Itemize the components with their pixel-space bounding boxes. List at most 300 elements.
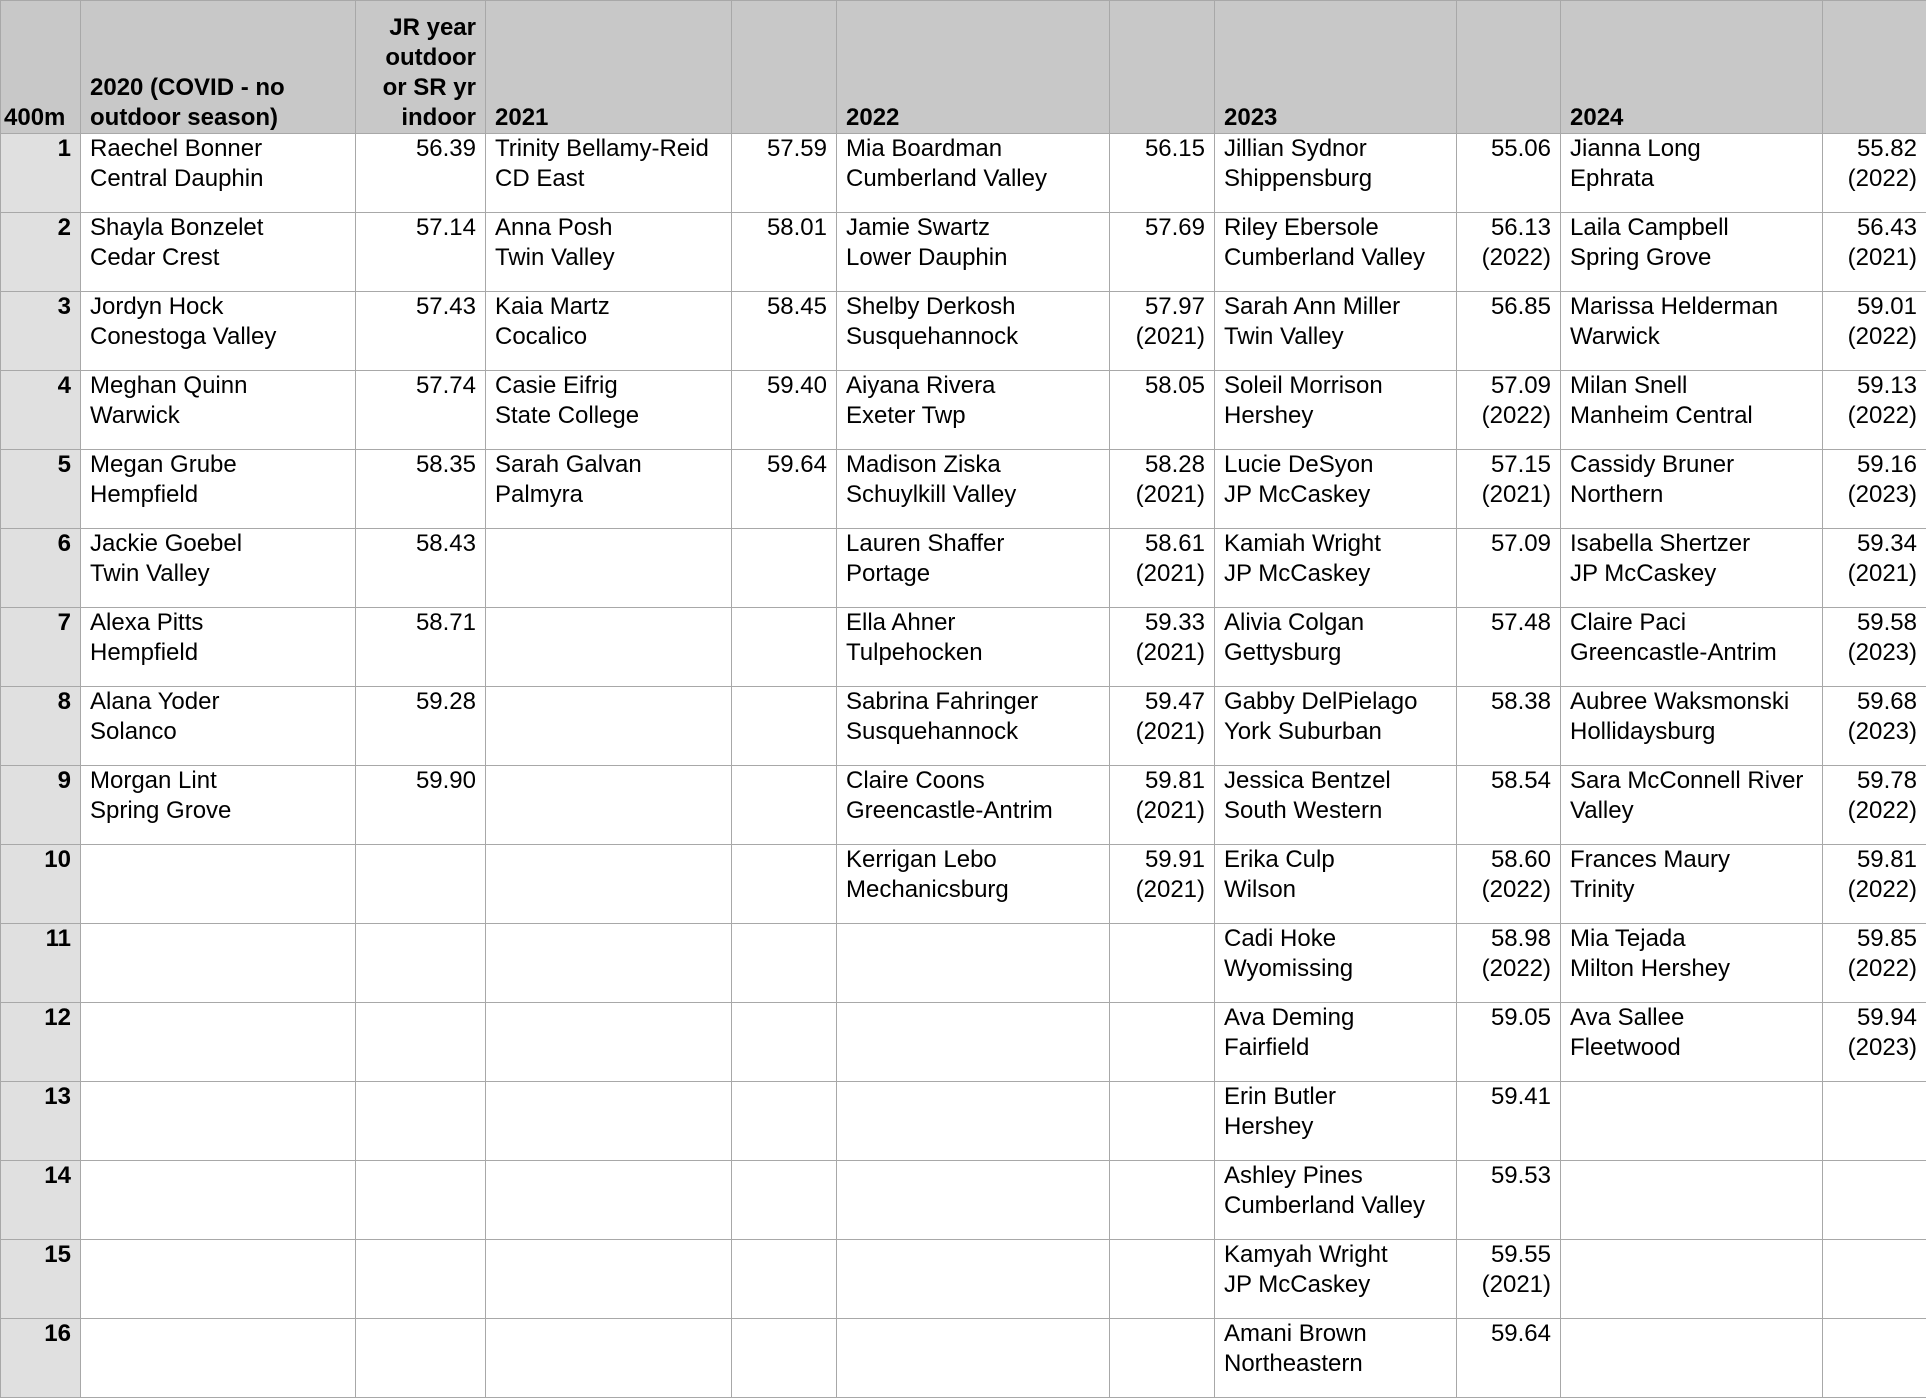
time-cell-2022[interactable] <box>1110 845 1215 924</box>
time-cell-2023[interactable] <box>1457 924 1561 1003</box>
athlete-name: Claire Paci <box>1570 609 1687 636</box>
athlete-cell-2023[interactable] <box>1215 450 1457 529</box>
time-cell-2021[interactable] <box>732 845 837 924</box>
athlete-school: State College <box>495 402 640 429</box>
athlete-school: Valley <box>1570 797 1634 824</box>
athlete-cell-2024[interactable] <box>1561 1003 1823 1082</box>
athlete-cell-2022[interactable] <box>837 213 1110 292</box>
athlete-name: Cadi Hoke <box>1224 925 1337 952</box>
athlete-cell-2020[interactable] <box>81 687 356 766</box>
athlete-cell-2021[interactable] <box>486 1240 732 1319</box>
time-cell-2024[interactable] <box>1823 766 1926 845</box>
time-cell-2023[interactable] <box>1457 292 1561 371</box>
time-cell-2022[interactable] <box>1110 213 1215 292</box>
athlete-cell-2024[interactable] <box>1561 371 1823 450</box>
athlete-cell-2022[interactable] <box>837 687 1110 766</box>
athlete-school: Schuylkill Valley <box>846 481 1017 508</box>
athlete-name: Amani Brown <box>1224 1320 1367 1347</box>
athlete-year: (2021) <box>1135 718 1205 745</box>
athlete-name: Aubree Waksmonski <box>1570 688 1790 715</box>
time-cell-2023[interactable] <box>1457 371 1561 450</box>
time-cell-2023[interactable] <box>1457 1082 1561 1161</box>
athlete-time: 59.05 <box>1490 1004 1551 1031</box>
athlete-cell-2024[interactable] <box>1561 529 1823 608</box>
athlete-cell-2022[interactable] <box>837 134 1110 213</box>
time-cell-2020[interactable] <box>356 1319 486 1398</box>
time-cell-2024[interactable] <box>1823 213 1926 292</box>
athlete-cell-2022[interactable] <box>837 292 1110 371</box>
time-cell-2020[interactable] <box>356 1003 486 1082</box>
athlete-time: 59.68 <box>1856 688 1917 715</box>
athlete-cell-2023[interactable] <box>1215 213 1457 292</box>
header-2022-time[interactable] <box>1110 1 1215 134</box>
athlete-school: Greencastle-Antrim <box>846 797 1053 824</box>
rank-cell[interactable]: 9 <box>1 766 81 845</box>
time-cell-2022[interactable] <box>1110 924 1215 1003</box>
time-cell-2023[interactable] <box>1457 1240 1561 1319</box>
athlete-cell-2021[interactable] <box>486 450 732 529</box>
time-cell-2024[interactable] <box>1823 1003 1926 1082</box>
athlete-name: Cassidy Bruner <box>1570 451 1735 478</box>
athlete-name: Milan Snell <box>1570 372 1688 399</box>
athlete-cell-2021[interactable] <box>486 1082 732 1161</box>
time-cell-2024[interactable] <box>1823 1161 1926 1240</box>
athlete-school: Warwick <box>90 402 180 429</box>
time-cell-2024[interactable] <box>1823 450 1926 529</box>
rank-cell[interactable]: 3 <box>1 292 81 371</box>
athlete-name: Lucie DeSyon <box>1224 451 1374 478</box>
athlete-time: 59.91 <box>1144 846 1205 873</box>
rank-cell[interactable]: 10 <box>1 845 81 924</box>
athlete-cell-2023[interactable] <box>1215 134 1457 213</box>
athlete-name: Mia Tejada <box>1570 925 1686 952</box>
rank-cell[interactable]: 2 <box>1 213 81 292</box>
time-cell-2022[interactable] <box>1110 1003 1215 1082</box>
time-cell-2022[interactable] <box>1110 1161 1215 1240</box>
time-cell-2023[interactable] <box>1457 1003 1561 1082</box>
athlete-cell-2024[interactable] <box>1561 1319 1823 1398</box>
athlete-cell-2024[interactable] <box>1561 134 1823 213</box>
table-body <box>1 134 1926 1398</box>
athlete-cell-2023[interactable] <box>1215 292 1457 371</box>
athlete-school: York Suburban <box>1224 718 1382 745</box>
athlete-cell-2021[interactable] <box>486 529 732 608</box>
athlete-cell-2024[interactable] <box>1561 1082 1823 1161</box>
time-cell-2023[interactable] <box>1457 608 1561 687</box>
athlete-school: JP McCaskey <box>1570 560 1717 587</box>
time-cell-2021[interactable] <box>732 1003 837 1082</box>
athlete-cell-2020[interactable] <box>81 371 356 450</box>
header-2021-time[interactable] <box>732 1 837 134</box>
athlete-cell-2024[interactable] <box>1561 924 1823 1003</box>
time-cell-2020[interactable] <box>356 134 486 213</box>
rank-cell[interactable]: 11 <box>1 924 81 1003</box>
time-cell-2021[interactable] <box>732 292 837 371</box>
athlete-year: (2022) <box>1481 955 1551 982</box>
athlete-cell-2020[interactable] <box>81 1082 356 1161</box>
athlete-cell-2020[interactable] <box>81 213 356 292</box>
time-cell-2022[interactable] <box>1110 687 1215 766</box>
time-cell-2024[interactable] <box>1823 1319 1926 1398</box>
athlete-name: Ashley Pines <box>1224 1162 1363 1189</box>
athlete-year: (2022) <box>1481 402 1551 429</box>
header-2023[interactable]: 2023 <box>1215 1 1457 134</box>
header-2024-time[interactable] <box>1823 1 1926 134</box>
time-cell-2023[interactable] <box>1457 1319 1561 1398</box>
time-cell-2020[interactable] <box>356 1082 486 1161</box>
table-row <box>1 1240 1926 1319</box>
header-2020-time[interactable]: JR year outdoor or SR yr indoor <box>356 1 486 134</box>
athlete-school: Hollidaysburg <box>1570 718 1716 745</box>
athlete-name: Claire Coons <box>846 767 985 794</box>
time-cell-2021[interactable] <box>732 1161 837 1240</box>
athlete-school: JP McCaskey <box>1224 481 1371 508</box>
athlete-cell-2021[interactable] <box>486 134 732 213</box>
time-cell-2020[interactable] <box>356 608 486 687</box>
athlete-cell-2022[interactable] <box>837 371 1110 450</box>
athlete-cell-2023[interactable] <box>1215 1003 1457 1082</box>
time-cell-2021[interactable] <box>732 608 837 687</box>
time-cell-2022[interactable] <box>1110 529 1215 608</box>
time-cell-2023[interactable] <box>1457 687 1561 766</box>
athlete-name: Raechel Bonner <box>90 135 263 162</box>
athlete-cell-2020[interactable] <box>81 845 356 924</box>
athlete-time: 59.16 <box>1856 451 1917 478</box>
rank-cell[interactable]: 14 <box>1 1161 81 1240</box>
table-row <box>1 1003 1926 1082</box>
athlete-name: Soleil Morrison <box>1224 372 1383 399</box>
time-cell-2021[interactable] <box>732 1240 837 1319</box>
athlete-name: Erika Culp <box>1224 846 1335 873</box>
athlete-cell-2020[interactable] <box>81 1161 356 1240</box>
athlete-time: 57.15 <box>1490 451 1551 478</box>
athlete-cell-2022[interactable] <box>837 608 1110 687</box>
athlete-cell-2021[interactable] <box>486 292 732 371</box>
athlete-school: Twin Valley <box>495 244 615 271</box>
header-row <box>1 1 1926 134</box>
athlete-time: 58.60 <box>1490 846 1551 873</box>
athlete-cell-2024[interactable] <box>1561 687 1823 766</box>
time-cell-2020[interactable] <box>356 1161 486 1240</box>
time-cell-2022[interactable] <box>1110 1082 1215 1161</box>
athlete-cell-2023[interactable] <box>1215 371 1457 450</box>
athlete-school: Twin Valley <box>1224 323 1344 350</box>
athlete-cell-2021[interactable] <box>486 766 732 845</box>
athlete-time: 56.13 <box>1490 214 1551 241</box>
athlete-cell-2020[interactable] <box>81 924 356 1003</box>
athlete-cell-2024[interactable] <box>1561 450 1823 529</box>
table-row <box>1 1082 1926 1161</box>
athlete-school: Wilson <box>1224 876 1297 903</box>
time-cell-2023[interactable] <box>1457 766 1561 845</box>
rank-cell[interactable]: 13 <box>1 1082 81 1161</box>
athlete-cell-2020[interactable] <box>81 1003 356 1082</box>
table-row <box>1 529 1926 608</box>
athlete-time: 59.13 <box>1856 372 1917 399</box>
athlete-cell-2023[interactable] <box>1215 1161 1457 1240</box>
athlete-cell-2023[interactable] <box>1215 1082 1457 1161</box>
athlete-year: (2022) <box>1847 323 1917 350</box>
athlete-school: Warwick <box>1570 323 1660 350</box>
time-cell-2022[interactable] <box>1110 371 1215 450</box>
athlete-school: Manheim Central <box>1570 402 1753 429</box>
time-cell-2024[interactable] <box>1823 134 1926 213</box>
athlete-cell-2020[interactable] <box>81 134 356 213</box>
time-cell-2020[interactable] <box>356 292 486 371</box>
time-cell-2022[interactable] <box>1110 292 1215 371</box>
athlete-school: South Western <box>1224 797 1383 824</box>
athlete-year: (2022) <box>1847 165 1917 192</box>
athlete-school: Fairfield <box>1224 1034 1310 1061</box>
athlete-cell-2022[interactable] <box>837 529 1110 608</box>
athlete-cell-2021[interactable] <box>486 845 732 924</box>
athlete-time: 56.85 <box>1490 293 1551 320</box>
time-cell-2020[interactable] <box>356 924 486 1003</box>
athlete-time: 58.38 <box>1490 688 1551 715</box>
time-cell-2021[interactable] <box>732 766 837 845</box>
athlete-cell-2023[interactable] <box>1215 1319 1457 1398</box>
athlete-cell-2023[interactable] <box>1215 1240 1457 1319</box>
athlete-school: Trinity <box>1570 876 1635 903</box>
athlete-time: 59.01 <box>1856 293 1917 320</box>
athlete-name: Ella Ahner <box>846 609 956 636</box>
athlete-cell-2022[interactable] <box>837 1082 1110 1161</box>
time-cell-2024[interactable] <box>1823 1240 1926 1319</box>
athlete-school: Hempfield <box>90 481 199 508</box>
athlete-cell-2023[interactable] <box>1215 766 1457 845</box>
athlete-name: Ava Sallee <box>1570 1004 1685 1031</box>
athlete-cell-2020[interactable] <box>81 450 356 529</box>
athlete-time: 59.94 <box>1856 1004 1917 1031</box>
athlete-cell-2023[interactable] <box>1215 845 1457 924</box>
athlete-time: 58.01 <box>766 214 827 241</box>
athlete-cell-2020[interactable] <box>81 608 356 687</box>
athlete-time: 58.71 <box>415 609 476 636</box>
athlete-cell-2024[interactable] <box>1561 845 1823 924</box>
time-cell-2024[interactable] <box>1823 608 1926 687</box>
time-cell-2023[interactable] <box>1457 213 1561 292</box>
athlete-cell-2023[interactable] <box>1215 687 1457 766</box>
rank-cell[interactable]: 15 <box>1 1240 81 1319</box>
athlete-time: 57.43 <box>415 293 476 320</box>
athlete-school: Northern <box>1570 481 1664 508</box>
time-cell-2021[interactable] <box>732 924 837 1003</box>
table-row <box>1 766 1926 845</box>
athlete-year: (2022) <box>1481 244 1551 271</box>
athlete-cell-2021[interactable] <box>486 213 732 292</box>
athlete-cell-2024[interactable] <box>1561 608 1823 687</box>
athlete-school: Lower Dauphin <box>846 244 1008 271</box>
time-cell-2022[interactable] <box>1110 1240 1215 1319</box>
athlete-time: 58.98 <box>1490 925 1551 952</box>
athlete-name: Alana Yoder <box>90 688 220 715</box>
athlete-cell-2020[interactable] <box>81 529 356 608</box>
athlete-time: 57.97 <box>1144 293 1205 320</box>
athlete-cell-2022[interactable] <box>837 1240 1110 1319</box>
athlete-name: Mia Boardman <box>846 135 1003 162</box>
athlete-time: 56.43 <box>1856 214 1917 241</box>
header-2021[interactable]: 2021 <box>486 1 732 134</box>
time-cell-2021[interactable] <box>732 134 837 213</box>
athlete-cell-2023[interactable] <box>1215 608 1457 687</box>
athlete-time: 55.06 <box>1490 135 1551 162</box>
athlete-cell-2021[interactable] <box>486 687 732 766</box>
athlete-school: JP McCaskey <box>1224 1271 1371 1298</box>
header-2024[interactable]: 2024 <box>1561 1 1823 134</box>
time-cell-2024[interactable] <box>1823 292 1926 371</box>
athlete-name: Jessica Bentzel <box>1224 767 1391 794</box>
athlete-cell-2022[interactable] <box>837 1319 1110 1398</box>
table-row <box>1 1161 1926 1240</box>
athlete-year: (2022) <box>1481 876 1551 903</box>
time-cell-2024[interactable] <box>1823 924 1926 1003</box>
athlete-school: Wyomissing <box>1224 955 1354 982</box>
time-cell-2024[interactable] <box>1823 1082 1926 1161</box>
time-cell-2024[interactable] <box>1823 845 1926 924</box>
rank-cell[interactable]: 12 <box>1 1003 81 1082</box>
athlete-cell-2023[interactable] <box>1215 924 1457 1003</box>
header-2023-time[interactable] <box>1457 1 1561 134</box>
athlete-school: Susquehannock <box>846 323 1019 350</box>
time-cell-2020[interactable] <box>356 450 486 529</box>
rank-cell[interactable]: 16 <box>1 1319 81 1398</box>
athlete-time: 59.81 <box>1856 846 1917 873</box>
athlete-name: Riley Ebersole <box>1224 214 1379 241</box>
athlete-time: 59.81 <box>1144 767 1205 794</box>
time-cell-2023[interactable] <box>1457 134 1561 213</box>
athlete-school: Spring Grove <box>1570 244 1712 271</box>
athlete-name: Jamie Swartz <box>846 214 991 241</box>
athlete-cell-2022[interactable] <box>837 450 1110 529</box>
athlete-cell-2024[interactable] <box>1561 213 1823 292</box>
time-cell-2020[interactable] <box>356 766 486 845</box>
time-cell-2022[interactable] <box>1110 766 1215 845</box>
time-cell-2021[interactable] <box>732 529 837 608</box>
table-row <box>1 292 1926 371</box>
time-cell-2023[interactable] <box>1457 450 1561 529</box>
rank-cell[interactable]: 6 <box>1 529 81 608</box>
time-cell-2023[interactable] <box>1457 845 1561 924</box>
athlete-cell-2021[interactable] <box>486 371 732 450</box>
athlete-cell-2024[interactable] <box>1561 766 1823 845</box>
time-cell-2020[interactable] <box>356 1240 486 1319</box>
time-cell-2024[interactable] <box>1823 371 1926 450</box>
athlete-name: Ava Deming <box>1224 1004 1355 1031</box>
athlete-school: Fleetwood <box>1570 1034 1681 1061</box>
athlete-name: Kerrigan Lebo <box>846 846 997 873</box>
time-cell-2022[interactable] <box>1110 450 1215 529</box>
athlete-cell-2022[interactable] <box>837 924 1110 1003</box>
athlete-cell-2022[interactable] <box>837 845 1110 924</box>
time-cell-2022[interactable] <box>1110 1319 1215 1398</box>
athlete-school: Cumberland Valley <box>846 165 1047 192</box>
athlete-cell-2022[interactable] <box>837 1161 1110 1240</box>
athlete-cell-2022[interactable] <box>837 766 1110 845</box>
time-cell-2020[interactable] <box>356 371 486 450</box>
rank-cell[interactable]: 1 <box>1 134 81 213</box>
athlete-name: Kamiah Wright <box>1224 530 1381 557</box>
athlete-school: Cumberland Valley <box>1224 244 1425 271</box>
time-cell-2024[interactable] <box>1823 687 1926 766</box>
table-row <box>1 213 1926 292</box>
athlete-cell-2020[interactable] <box>81 292 356 371</box>
athlete-school: Solanco <box>90 718 177 745</box>
athlete-time: 59.53 <box>1490 1162 1551 1189</box>
table-row <box>1 450 1926 529</box>
athlete-year: (2021) <box>1135 876 1205 903</box>
athlete-name: Jillian Sydnor <box>1224 135 1367 162</box>
time-cell-2020[interactable] <box>356 845 486 924</box>
time-cell-2021[interactable] <box>732 450 837 529</box>
athlete-cell-2021[interactable] <box>486 1161 732 1240</box>
athlete-name: Trinity Bellamy-Reid <box>495 135 709 162</box>
time-cell-2023[interactable] <box>1457 1161 1561 1240</box>
time-cell-2024[interactable] <box>1823 529 1926 608</box>
athlete-year: (2021) <box>1135 639 1205 666</box>
athlete-school: Spring Grove <box>90 797 232 824</box>
athlete-school: Mechanicsburg <box>846 876 1009 903</box>
header-2020[interactable]: 2020 (COVID - no outdoor season) <box>81 1 356 134</box>
athlete-cell-2023[interactable] <box>1215 529 1457 608</box>
time-cell-2021[interactable] <box>732 1082 837 1161</box>
time-cell-2021[interactable] <box>732 213 837 292</box>
athlete-school: Hershey <box>1224 1113 1314 1140</box>
athlete-cell-2021[interactable] <box>486 608 732 687</box>
time-cell-2021[interactable] <box>732 371 837 450</box>
time-cell-2023[interactable] <box>1457 529 1561 608</box>
athlete-cell-2021[interactable] <box>486 1319 732 1398</box>
header-event[interactable]: 400m <box>1 1 81 134</box>
athlete-school: Palmyra <box>495 481 584 508</box>
table-row <box>1 845 1926 924</box>
athlete-time: 59.33 <box>1144 609 1205 636</box>
rank-cell[interactable]: 4 <box>1 371 81 450</box>
athlete-year: (2021) <box>1847 560 1917 587</box>
athlete-cell-2024[interactable] <box>1561 1240 1823 1319</box>
athlete-cell-2021[interactable] <box>486 924 732 1003</box>
athlete-name: Gabby DelPielago <box>1224 688 1418 715</box>
time-cell-2020[interactable] <box>356 213 486 292</box>
athlete-time: 58.05 <box>1144 372 1205 399</box>
athlete-year: (2021) <box>1135 481 1205 508</box>
athlete-school: Hempfield <box>90 639 199 666</box>
athlete-cell-2020[interactable] <box>81 1319 356 1398</box>
header-2022[interactable]: 2022 <box>837 1 1110 134</box>
athlete-time: 59.40 <box>766 372 827 399</box>
time-cell-2022[interactable] <box>1110 608 1215 687</box>
time-cell-2021[interactable] <box>732 687 837 766</box>
athlete-cell-2021[interactable] <box>486 1003 732 1082</box>
athlete-cell-2022[interactable] <box>837 1003 1110 1082</box>
athlete-year: (2021) <box>1481 481 1551 508</box>
rank-cell[interactable]: 5 <box>1 450 81 529</box>
athlete-name: Marissa Helderman <box>1570 293 1779 320</box>
athlete-time: 58.28 <box>1144 451 1205 478</box>
rank-cell[interactable]: 8 <box>1 687 81 766</box>
athlete-name: Kaia Martz <box>495 293 610 320</box>
rank-cell[interactable]: 7 <box>1 608 81 687</box>
athlete-cell-2024[interactable] <box>1561 1161 1823 1240</box>
time-cell-2020[interactable] <box>356 529 486 608</box>
athlete-cell-2020[interactable] <box>81 766 356 845</box>
athlete-cell-2020[interactable] <box>81 1240 356 1319</box>
time-cell-2022[interactable] <box>1110 134 1215 213</box>
time-cell-2021[interactable] <box>732 1319 837 1398</box>
athlete-cell-2024[interactable] <box>1561 292 1823 371</box>
time-cell-2020[interactable] <box>356 687 486 766</box>
athlete-year: (2023) <box>1847 1034 1917 1061</box>
athlete-time: 58.61 <box>1144 530 1205 557</box>
